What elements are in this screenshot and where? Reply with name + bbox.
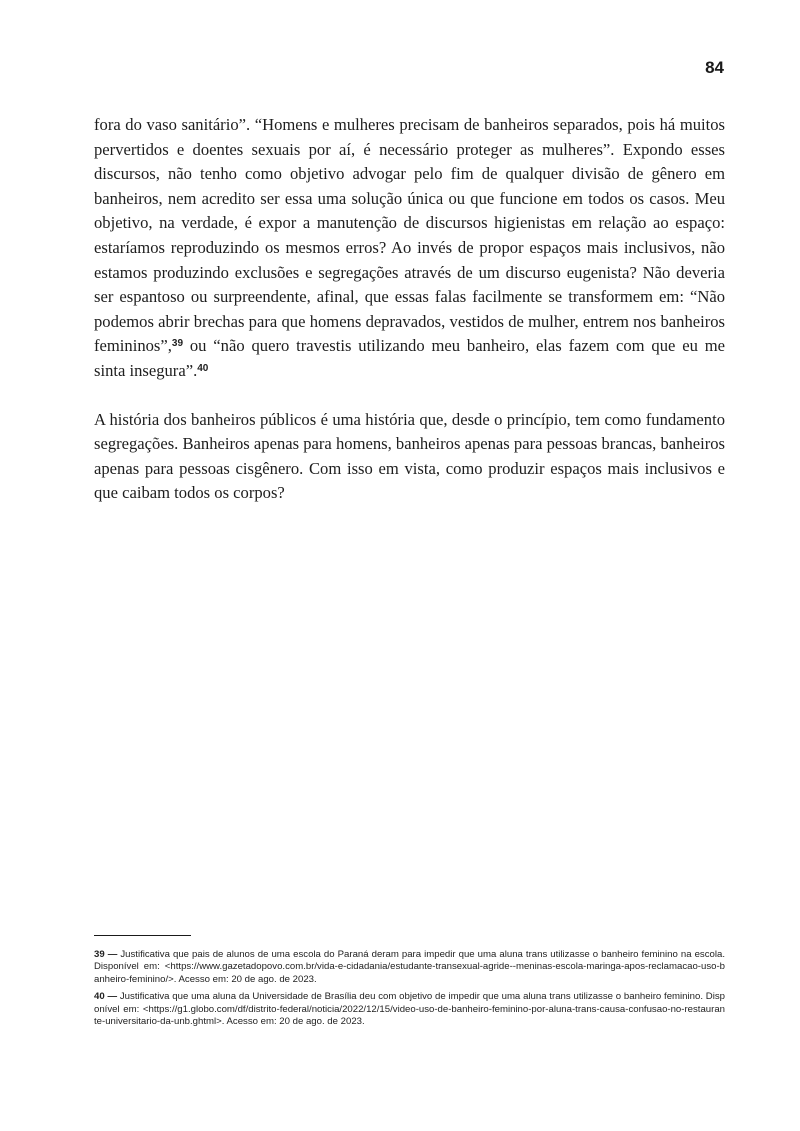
footnote-text: Justificativa que uma aluna da Universidade de Brasília deu com objetivo de impedir que uma aluna trans utilizasse o banheiro feminino. Disponível em: <https://g1.globo.com/df/distrito-federal/noticia/2022/12/15/video-uso-de-banheiro-feminino-por-aluna-trans-causa-confusao-no-restaurante-universitario-da-unb.ghtml>. Acesso em: 20 de ago. de 2023. bbox=[94, 991, 725, 1028]
footnotes bbox=[94, 949, 725, 1033]
paragraph-2: A história dos banheiros públicos é uma história que, desde o princípio, tem como fundamento segregações. Banheiros apenas para homens, banheiros apenas para pessoas brancas, banheiros apenas para pessoas cisgênero. Com isso em vista, como produzir espaços mais inclusivos e que caibam todos os corpos? bbox=[94, 409, 725, 503]
footnote-ref-39[interactable]: 39 bbox=[171, 338, 184, 350]
footnote-mark: 39 — bbox=[94, 949, 118, 960]
paragraph-1 bbox=[94, 113, 725, 384]
body-text bbox=[94, 113, 725, 506]
footnote-mark: 40 — bbox=[94, 991, 118, 1003]
page-number: 84 bbox=[705, 58, 724, 77]
paragraph-1-text-b: ou “não quero travestis utilizando meu banheiro, elas fazem com que eu me sinta insegura”. bbox=[94, 336, 725, 380]
footnote-ref-40[interactable]: 40 bbox=[197, 362, 209, 374]
footnote-text: Justificativa que pais de alunos de uma escola do Paraná deram para impedir que uma aluna trans utilizasse o banheiro feminino na escola. Disponível em: <https://www.gazetadopovo.com.br/vida-e-cidadania/estudante-transexual-agride--meninas-escola-maringa-apos-reclamacao-uso-banheiro-feminino/>. Acesso em: 20 de ago. de 2023. bbox=[94, 949, 725, 985]
footnote-40 bbox=[94, 991, 725, 1028]
footnote-divider bbox=[94, 935, 191, 936]
footnote-39 bbox=[94, 949, 725, 986]
paragraph-1-text-a: fora do vaso sanitário”. “Homens e mulheres precisam de banheiros separados, pois há muitos pervertidos e doentes sexuais por aí, é necessário proteger as mulheres”. Expondo esses discursos, não tenho como objetivo advogar pelo fim de qualquer divisão de gênero em banheiros, nem acredito ser essa uma solução única ou que funcione em todos os casos. Meu objetivo, na verdade, é expor a manutenção de discursos higienistas em relação ao espaço: estaríamos reproduzindo os mesmos erros? Ao invés de propor espaços mais inclusivos, não estamos produzindo exclusões e segregações através de um discurso eugenista? Não deveria ser espantoso ou surpreendente, afinal, que essas falas facilmente se transformem em: “Não podemos abrir brechas para que homens depravados, vestidos de mulher, entrem nos banheiros femininos”, bbox=[94, 115, 725, 356]
